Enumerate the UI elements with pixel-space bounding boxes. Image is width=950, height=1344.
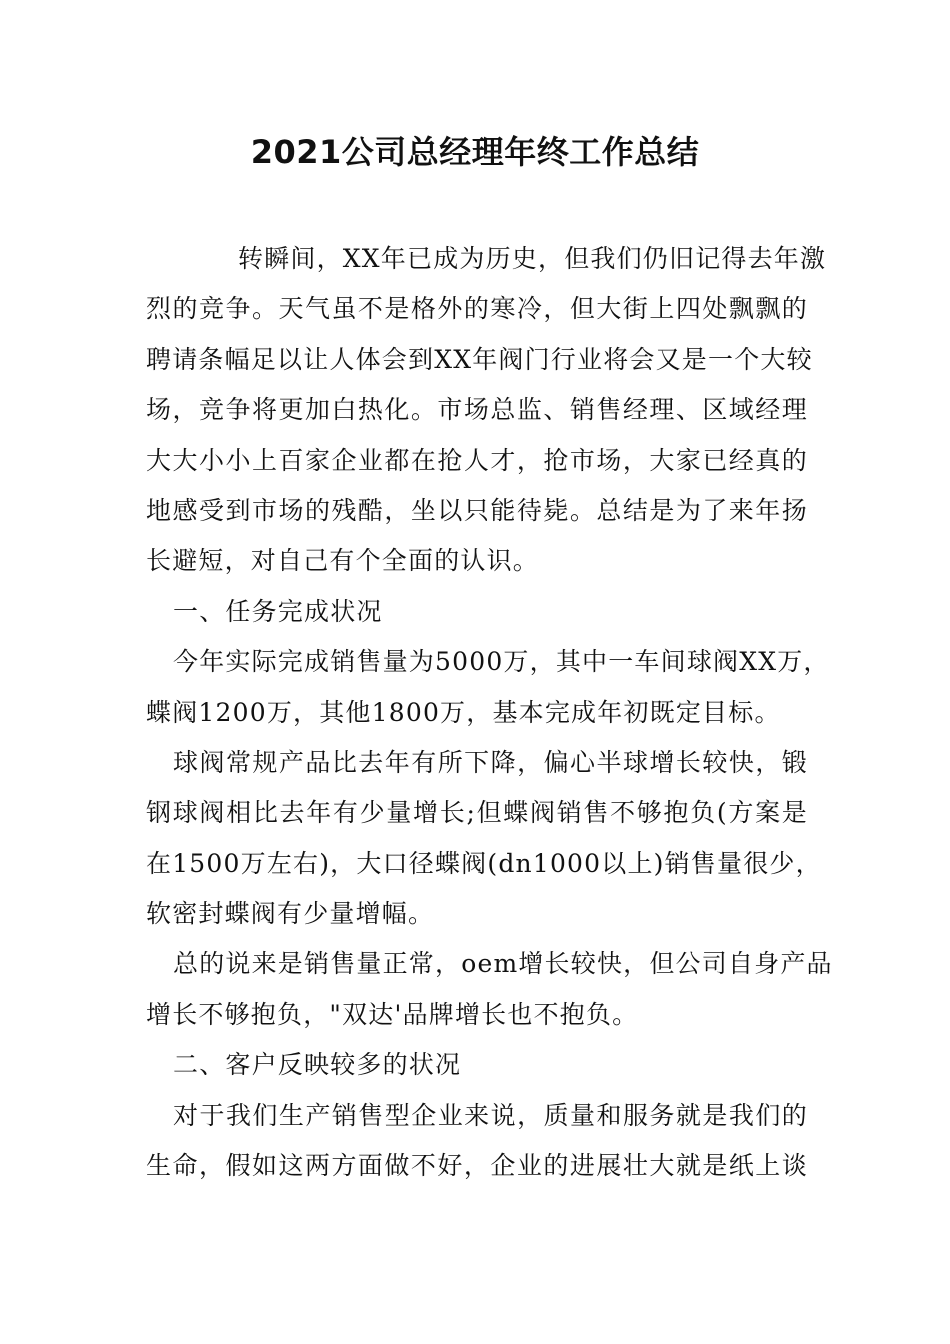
body-line: 增长不够抱负，"双达'品牌增长也不抱负。 xyxy=(146,999,639,1029)
body-line: 转瞬间，XX年已成为历史，但我们仍旧记得去年激 xyxy=(238,244,827,273)
body-line: 地感受到市场的残酷，坐以只能待毙。总结是为了来年扬 xyxy=(146,495,808,525)
section-heading: 二、客户反映较多的状况 xyxy=(173,1050,462,1080)
body-line: 总的说来是销售量正常，oem增长较快，但公司自身产品 xyxy=(173,949,833,979)
body-line: 场，竞争将更加白热化。市场总监、销售经理、区域经理 xyxy=(146,395,808,425)
body-line: 大大小小上百家企业都在抢人才，抢市场，大家已经真的 xyxy=(146,445,808,475)
body-line: 在1500万左右)，大口径蝶阀(dn1000以上)销售量很少， xyxy=(146,848,822,878)
body-line: 烈的竞争。天气虽不是格外的寒冷，但大街上四处飘飘的 xyxy=(146,294,808,324)
body-line: 钢球阀相比去年有少量增长;但蝶阀销售不够抱负(方案是 xyxy=(146,798,808,828)
document-title: 2021公司总经理年终工作总结 xyxy=(250,133,700,171)
body-line: 球阀常规产品比去年有所下降，偏心半球增长较快，锻 xyxy=(173,747,808,777)
section-heading: 一、任务完成状况 xyxy=(173,596,383,626)
body-line: 生命，假如这两方面做不好，企业的进展壮大就是纸上谈 xyxy=(146,1151,808,1181)
body-line: 聘请条幅足以让人体会到XX年阀门行业将会又是一个大较 xyxy=(146,344,813,374)
body-line: 软密封蝶阀有少量增幅。 xyxy=(146,899,435,929)
document-body xyxy=(146,234,833,1191)
body-line: 对于我们生产销售型企业来说，质量和服务就是我们的 xyxy=(173,1100,808,1130)
body-line: 蝶阀1200万，其他1800万，基本完成年初既定目标。 xyxy=(146,697,781,727)
body-line: 今年实际完成销售量为5000万，其中一车间球阀XX万， xyxy=(173,647,830,677)
body-line: 长避短，对自己有个全面的认识。 xyxy=(146,546,540,576)
